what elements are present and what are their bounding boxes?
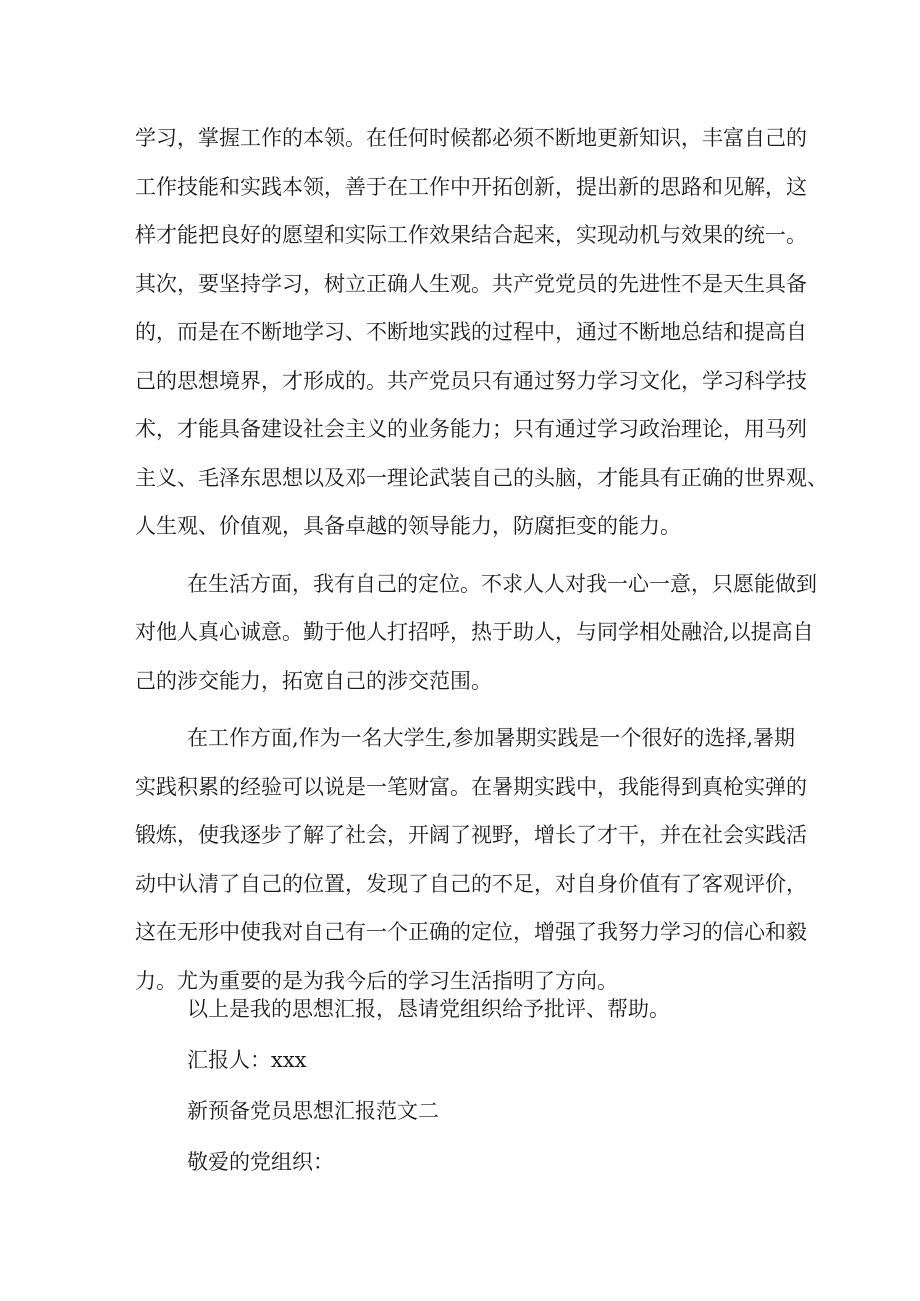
salutation: 敬爱的党组织： [187,1150,334,1174]
text-line: 样才能把良好的愿望和实际工作效果结合起来，实现动机与效果的统一。 [135,223,807,247]
text-line: 主义、毛泽东思想以及邓一理论武装自己的头脑，才能具有正确的世界观、 [135,465,828,490]
text-line: 在生活方面，我有自己的定位。不求人人对我一心一意，只愿能做到 [187,571,817,596]
text-line: 术，才能具备建设社会主义的业务能力；只有通过学习政治理论，用马列 [135,417,807,441]
text-line: 的，而是在不断地学习、不断地实践的过程中，通过不断地总结和提高自 [135,320,807,344]
body-text [135,114,828,1005]
text-line: 己的思想境界，才形成的。共产党员只有通过努力学习文化，学习科学技 [135,368,807,393]
text-line: 己的涉交能力，拓宽自己的涉交范围。 [135,668,492,693]
text-line: 在工作方面,作为一名大学生,参加暑期实践是一个很好的选择,暑期 [187,726,796,750]
text-line: 工作技能和实践本领，善于在工作中开拓创新，提出新的思路和见解，这 [135,174,807,199]
paragraph-gap [135,551,795,560]
text-line: 力。尤为重要的是为我今后的学习生活指明了方向。 [135,968,618,993]
text-line: 对他人真心诚意。勤于他人打招呼，热于助人，与同学相处融洽,以提高自 [135,620,814,644]
paragraph-gap [135,705,795,714]
next-section-title: 新预备党员思想汇报范文二 [187,1099,439,1123]
text-line: 锻炼，使我逐步了解了社会，开阔了视野，增长了才干，并在社会实践活 [135,823,807,847]
paragraph-work [135,714,807,1005]
text-line: 实践积累的经验可以说是一笔财富。在暑期实践中，我能得到真枪实弹的 [135,774,807,799]
text-line: 这在无形中使我对自己有一个正确的定位，增强了我努力学习的信心和毅 [135,920,807,944]
reporter-signature: 汇报人：xxx [187,1048,307,1072]
text-line: 动中认清了自己的位置，发现了自己的不足，对自身价值有了客观评价， [135,871,807,896]
text-line: 人生观、价值观，具备卓越的领导能力，防腐拒变的能力。 [135,514,681,538]
text-line: 其次，要坚持学习，树立正确人生观。共产党党员的先进性不是天生具备 [135,271,807,296]
paragraph-study [135,114,828,551]
text-line: 学习，掌握工作的本领。在任何时候都必须不断地更新知识，丰富自己的 [135,126,807,150]
closing-request: 以上是我的思想汇报，恳请党组织给予批评、帮助。 [187,997,670,1021]
paragraph-life [135,560,817,706]
